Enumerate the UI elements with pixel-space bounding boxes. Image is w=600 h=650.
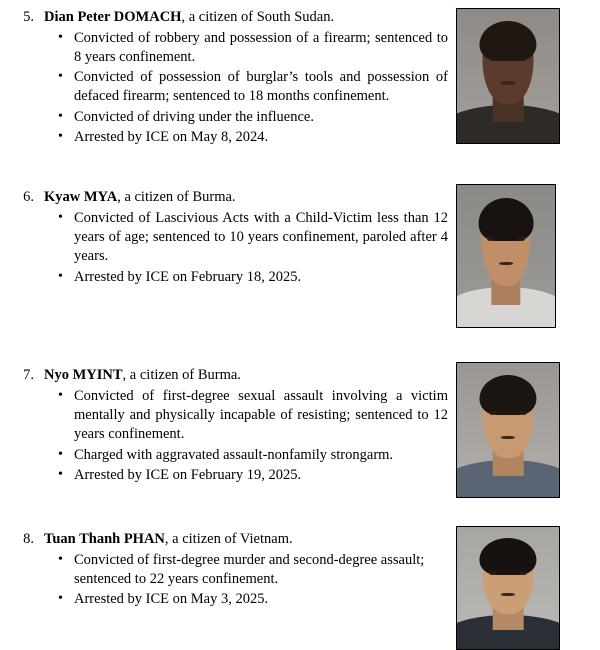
- list-item: • Charged with aggravated assault-nonfamily strongarm.: [74, 446, 450, 465]
- entry-number: 7.: [23, 367, 34, 384]
- entry-headline: [44, 188, 450, 207]
- entry-heading: [18, 8, 450, 27]
- entry-number: 6.: [23, 189, 34, 206]
- list-item: • Arrested by ICE on May 8, 2024.: [74, 128, 450, 147]
- list-item: • Arrested by ICE on February 19, 2025.: [74, 466, 450, 485]
- entry-citizenship: , a citizen of Burma.: [122, 367, 241, 384]
- mugshot-mya: [456, 184, 556, 328]
- entry-name: Dian Peter DOMACH: [44, 9, 182, 25]
- list-item: [18, 530, 582, 650]
- entry-text: [18, 188, 450, 288]
- photo-eye-left: [487, 236, 494, 240]
- mugshot-myint: [456, 362, 560, 498]
- entry-heading: [18, 530, 450, 549]
- entry-heading: [18, 188, 450, 207]
- entry-headline: [44, 366, 450, 385]
- entry-name: Tuan Thanh PHAN: [44, 531, 165, 548]
- list-item: • Convicted of robbery and possession of a firearm; sentenced to 8 years confinement.: [74, 29, 450, 68]
- photo-mouth: [501, 593, 515, 596]
- entry-citizenship: , a citizen of South Sudan.: [181, 9, 335, 25]
- list-item: [18, 366, 582, 498]
- photo-eye-right: [520, 571, 527, 575]
- entry-number: 8.: [23, 531, 34, 548]
- mugshot-phan: [456, 526, 560, 650]
- entry-text: [18, 366, 450, 486]
- entry-name: Kyaw MYA: [44, 189, 118, 206]
- list-item: • Arrested by ICE on February 18, 2025.: [74, 268, 450, 287]
- photo-hair: [479, 538, 536, 575]
- entry-number: 5.: [23, 9, 34, 25]
- mugshot-domach: [456, 8, 560, 144]
- list-item: [18, 8, 582, 148]
- list-item: • Arrested by ICE on May 3, 2025.: [74, 590, 450, 609]
- photo-mouth: [499, 262, 513, 266]
- entry-headline: [44, 8, 450, 27]
- list-item: • Convicted of Lascivious Acts with a Child-Victim less than 12 years of age; sentenced to 10 years confinement, paroled after 4 years.: [74, 209, 450, 267]
- photo-hair: [479, 198, 534, 241]
- mugshot-image: [457, 9, 559, 143]
- list-item: • Convicted of possession of burglar’s tools and possession of defaced firearm; sentenced to 18 months confinement.: [74, 68, 450, 107]
- photo-hair: [479, 21, 536, 61]
- list-item: • Convicted of first-degree murder and second-degree assault; sentenced to 22 years confinement.: [74, 551, 450, 590]
- entry-headline: [44, 530, 450, 549]
- mugshot-image: [457, 185, 555, 327]
- photo-eye-right: [518, 236, 525, 240]
- entry-text: [18, 530, 450, 610]
- photo-hair: [479, 375, 536, 415]
- mugshot-image: [457, 363, 559, 497]
- list-item: • Convicted of driving under the influence.: [74, 108, 450, 127]
- entry-bullets: [18, 551, 450, 610]
- entry-text: [18, 8, 450, 148]
- entry-citizenship: , a citizen of Burma.: [117, 189, 236, 206]
- entry-heading: [18, 366, 450, 385]
- entry-bullets: [18, 29, 450, 148]
- entry-bullets: [18, 209, 450, 287]
- list-item: • Convicted of first-degree sexual assault involving a victim mentally and physically incapable of resisting; sentenced to 12 years confinement.: [74, 387, 450, 445]
- entry-citizenship: , a citizen of Vietnam.: [164, 531, 293, 548]
- mugshot-image: [457, 527, 559, 649]
- entry-bullets: [18, 387, 450, 485]
- photo-eye-left: [489, 571, 496, 575]
- list-item: [18, 188, 582, 328]
- entry-name: Nyo MYINT: [44, 367, 123, 384]
